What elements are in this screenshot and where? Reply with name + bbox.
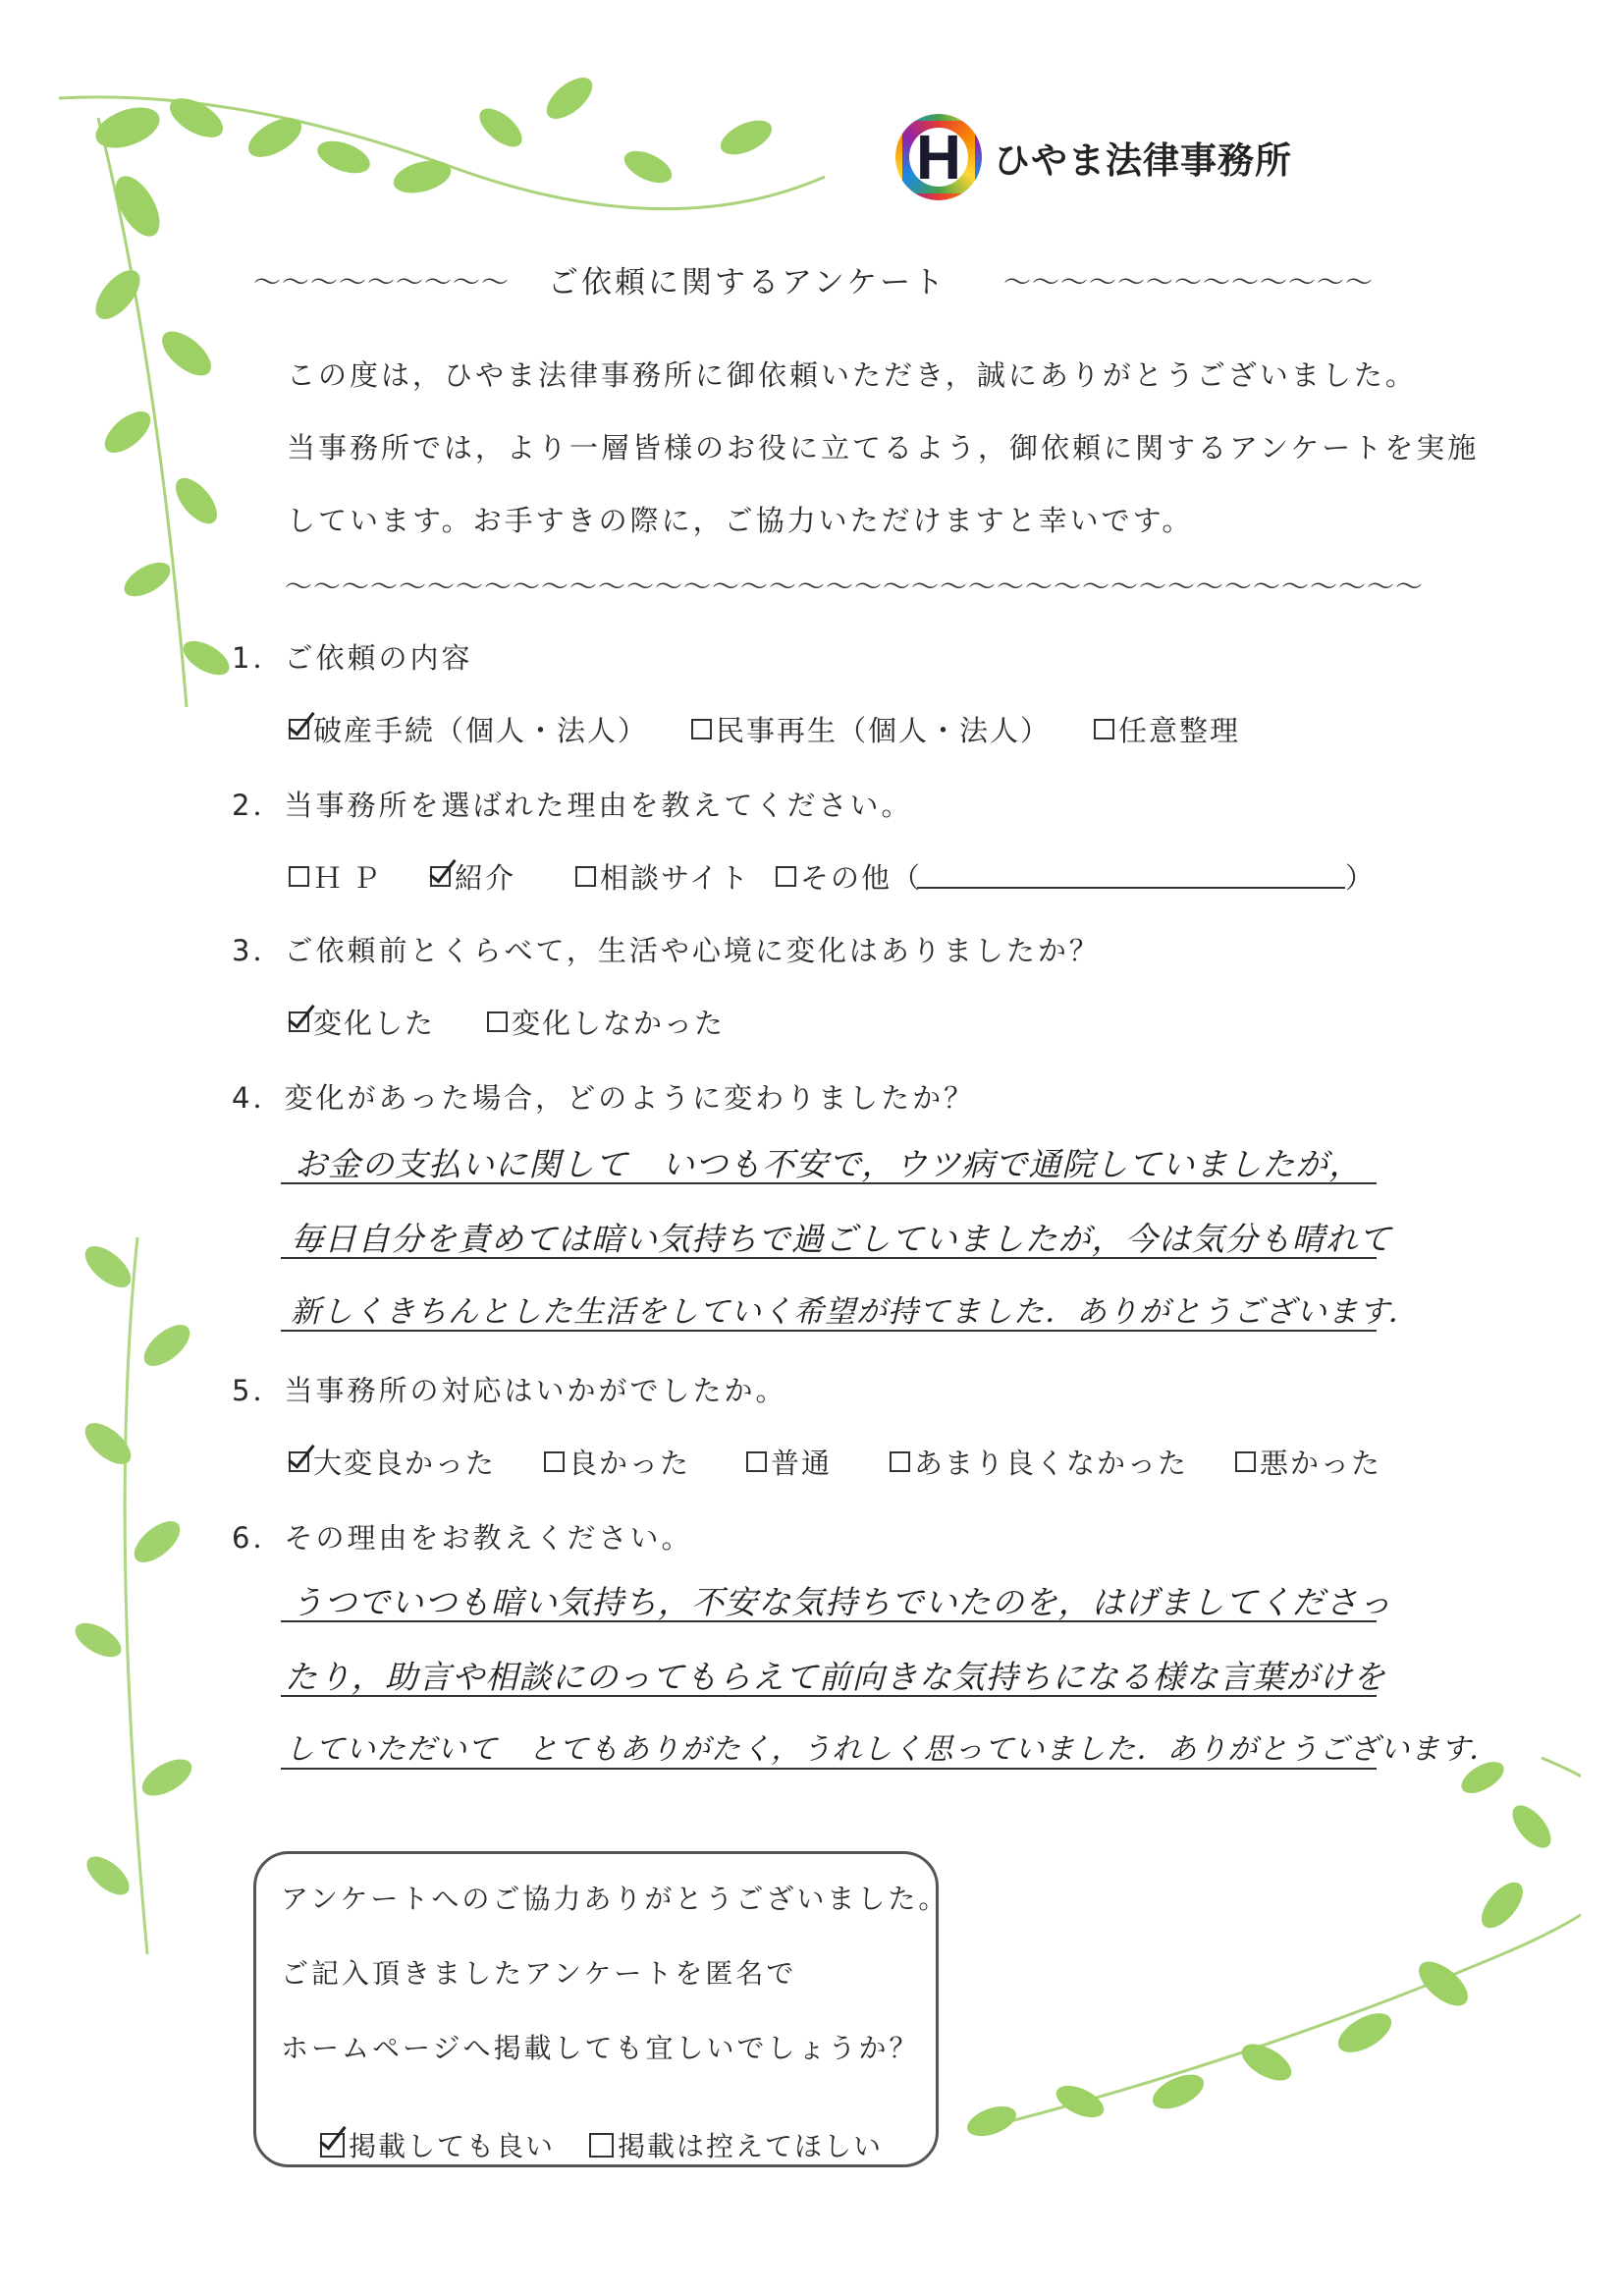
answer-rule (281, 1620, 1377, 1622)
q5-option-good[interactable]: 良かった (544, 1442, 690, 1482)
header-wave-right: 〜〜〜〜〜〜〜〜〜〜〜〜〜 (1003, 266, 1375, 299)
q2-close-paren: ） (1345, 861, 1378, 895)
q2-option-hp[interactable]: ＨＰ (289, 856, 390, 897)
firm-name: ひやま法律事務所 (994, 138, 1292, 182)
checkbox[interactable] (776, 866, 796, 887)
checkbox[interactable] (589, 2133, 614, 2158)
answer-rule (281, 1182, 1377, 1184)
q4-answer-line-1: お金の支払いに関して いつも不安で，ウツ病で通院していましたが， (295, 1145, 1363, 1183)
checkbox[interactable] (890, 1451, 910, 1472)
checkbox-checked[interactable] (289, 1451, 309, 1472)
answer-rule (281, 1695, 1377, 1697)
q2-other-input-line[interactable] (917, 887, 1345, 889)
question-4-label: 4．変化があった場合，どのように変わりましたか？ (232, 1081, 976, 1115)
consent-option-allow[interactable]: 掲載しても良い (320, 2125, 555, 2164)
question-1-label: 1．ご依頼の内容 (232, 641, 473, 675)
q1-option-voluntary-settlement[interactable]: 任意整理 (1094, 709, 1240, 749)
q4-answer-line-3: 新しくきちんとした生活をしていく希望が持てました．ありがとうございます． (291, 1294, 1420, 1330)
checkbox[interactable] (289, 866, 309, 887)
checkbox-checked[interactable] (289, 719, 309, 739)
question-2-label: 2．当事務所を選ばれた理由を教えてください。 (232, 789, 913, 822)
notice-line-1: アンケートへのご協力ありがとうございました。 (281, 1883, 949, 1915)
checkbox[interactable] (487, 1011, 508, 1032)
intro-line-1: この度は，ひやま法律事務所に御依頼いただき，誠にありがとうございました。 (287, 358, 1417, 392)
question-6-label: 6．その理由をお教えください。 (232, 1521, 693, 1555)
checkbox[interactable] (746, 1451, 767, 1472)
logo-letter: H (915, 122, 962, 192)
q2-option-referral[interactable]: 紹介 (430, 856, 515, 897)
answer-rule (281, 1330, 1377, 1332)
checkbox-checked[interactable] (320, 2133, 345, 2158)
q5-option-not-so-good[interactable]: あまり良くなかった (890, 1442, 1188, 1482)
vine-decoration-bottom-right (952, 1738, 1581, 2160)
checkbox[interactable] (691, 719, 712, 739)
checkbox[interactable] (1094, 719, 1114, 739)
q6-answer-line-3: していただいて とてもありがたく，うれしく思っていました．ありがとうございます． (285, 1732, 1499, 1767)
vine-decoration-left (49, 1228, 226, 1974)
q5-option-bad[interactable]: 悪かった (1235, 1442, 1381, 1482)
q2-option-consultation-site[interactable]: 相談サイト (575, 856, 750, 897)
q5-option-very-good[interactable]: 大変良かった (289, 1442, 496, 1482)
header-wave-left: 〜〜〜〜〜〜〜〜〜 (253, 266, 511, 299)
question-5-label: 5．当事務所の対応はいかがでしたか。 (232, 1374, 787, 1407)
intro-line-2: 当事務所では，より一層皆様のお役に立てるよう，御依頼に関するアンケートを実施 (287, 431, 1480, 465)
checkbox[interactable] (544, 1451, 565, 1472)
page-title: ご依頼に関するアンケート (548, 265, 947, 301)
intro-divider: 〜〜〜〜〜〜〜〜〜〜〜〜〜〜〜〜〜〜〜〜〜〜〜〜〜〜〜〜〜〜〜〜〜〜〜〜〜〜〜〜 (285, 571, 1425, 603)
notice-line-2: ご記入頂きましたアンケートを匿名で (281, 1957, 797, 1990)
q1-option-civil-rehabilitation[interactable]: 民事再生（個人・法人） (691, 709, 1051, 749)
q1-option-bankruptcy[interactable]: 破産手続（個人・法人） (289, 709, 648, 749)
consent-option-decline[interactable]: 掲載は控えてほしい (589, 2125, 883, 2164)
q3-option-not-changed[interactable]: 変化しなかった (487, 1002, 725, 1042)
q3-option-changed[interactable]: 変化した (289, 1002, 435, 1042)
firm-logo (895, 114, 1292, 200)
checkbox-checked[interactable] (430, 866, 451, 887)
q6-answer-line-1: うつでいつも暗い気持ち，不安な気持ちでいたのを，はげましてくださっ (291, 1583, 1392, 1621)
question-3-label: 3．ご依頼前とくらべて，生活や心境に変化はありましたか？ (232, 934, 1101, 967)
notice-line-3: ホームページへ掲載しても宜しいでしょうか？ (281, 2032, 920, 2064)
checkbox-checked[interactable] (289, 1011, 309, 1032)
q4-answer-line-2: 毎日自分を責めては暗い気持ちで過ごしていましたが，今は気分も晴れて (291, 1220, 1392, 1258)
answer-rule (281, 1257, 1377, 1259)
logo-ring-icon (895, 114, 982, 200)
checkbox[interactable] (1235, 1451, 1256, 1472)
answer-rule (281, 1768, 1377, 1770)
checkbox[interactable] (575, 866, 596, 887)
q5-option-normal[interactable]: 普通 (746, 1442, 832, 1482)
q6-answer-line-2: たり，助言や相談にのってもらえて前向きな気持ちになる様な言葉がけを (285, 1658, 1386, 1696)
intro-line-3: しています。お手すきの際に，ご協力いただけますと幸いです。 (287, 504, 1194, 537)
q2-option-other[interactable]: その他（ (776, 856, 922, 897)
